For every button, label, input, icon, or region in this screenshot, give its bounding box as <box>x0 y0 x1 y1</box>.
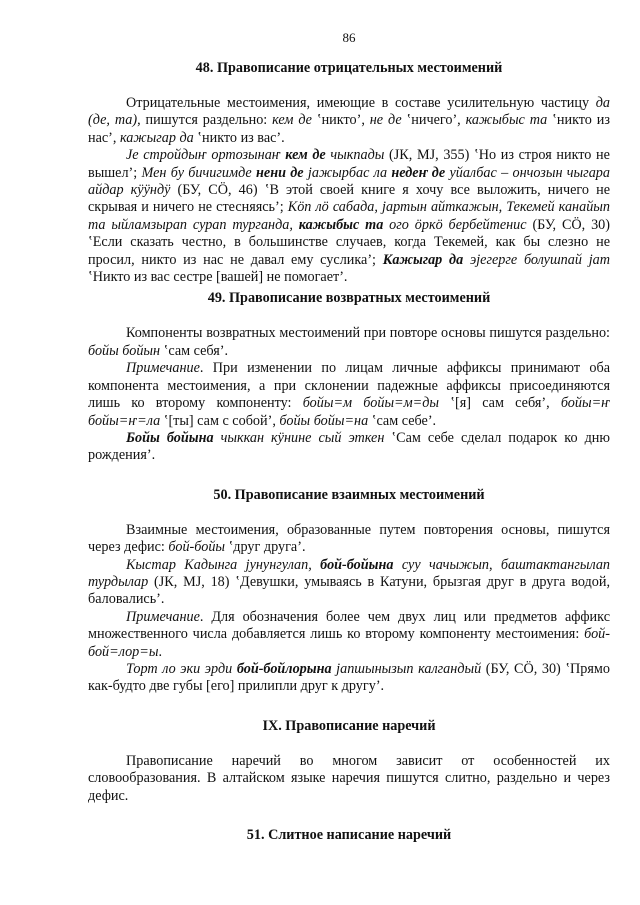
section-50-example-2: Торт ло эки эрди бой-бойлорына јапшынызып калгандый (БУ, СӦ, 30) ʽПрямо как-будто две губы [его] прилипли друг к другу’. <box>88 660 610 695</box>
section-50-note: Примечание. Для обозначения более чем двух лиц или предметов аффикс множественного числа добавляется лишь ко второму компоненту местоимения: бой-бой=лор=ы. <box>88 608 610 660</box>
page-number: 86 <box>342 30 356 45</box>
section-49-example: Бойы бойына чыккан кӱнине сый эткен ʽСам себе сделал подарок ко дню рождения’. <box>88 429 610 464</box>
section-48-title: 48. Правописание отрицательных местоимений <box>195 60 503 76</box>
section-48-paragraph-1: Отрицательные местоимения, имеющие в составе усилительную частицу да (де, та), пишутся раздельно: кем де ʽникто’, не де ʽничего’, кажыбыс та ʽникто из нас’, кажыгар да ʽникто из вас’. <box>88 95 610 146</box>
chapter-9-paragraph: Правописание наречий во многом зависит от особенностей их словообразования. В алтайском языке наречия пишутся слитно, раздельно и через дефис. <box>88 752 610 804</box>
section-51-title: 51. Слитное написание наречий <box>246 827 452 843</box>
section-49-paragraph-1: Компоненты возвратных местоимений при повторе основы пишутся раздельно: бойы бойын ʽсам себя’. <box>88 325 610 359</box>
section-48-paragraph-2: Је стройдыҥ ортозынаҥ кем де чыкпады (ЈК, МЈ, 355) ʽНо из строя никто не вышел’; Мен бу бичигимде нени де јажырбас ла недеҥ де уйалбас – ончозын чыгара айдар кӱӱндӱ (БУ, СӦ, 46) ʽВ этой своей книге я хочу все выложить, ничего не скрывая и ничего не стесняясь’; Кӧп лӧ сабада, јартын айткажын, Текемей канайып та ыйламзырап сурап турганда, кажыбыс та ого ӧркӧ бербейтенис (БУ, СӦ, 30) ʽЕсли сказать честно, в большинстве случаев, когда Текемей, как бы слезно не просил, никто из нас не давал ему суслика’; Кажыгар да эјегерге болушпай јат ʽНикто из вас сестре [вашей] не помогает’. <box>88 147 610 286</box>
document-page <box>88 30 610 844</box>
section-50-example-1: Кыстар Кадынга јунунгулап, бой-бойына суу чачыжып, баштактангылап турдылар (ЈК, МЈ, 18) ʽДевушки, умываясь в Катуни, брызгая друг в друга водой, баловались’. <box>88 556 611 608</box>
section-49-title: 49. Правописание возвратных местоимений <box>207 290 491 307</box>
section-49-note: Примечание. При изменении по лицам личные аффиксы принимают оба компонента местоимения, а при склонении падежные аффиксы присоединяются лишь ко второму компоненту: бойы=м бойы=м=ды ʽ[я] сам себя’, бойы=ҥ бойы=ҥ=ла ʽ[ты] сам с собой’, бойы бойы=на ʽсам себе’. <box>88 360 611 429</box>
section-50-title: 50. Правописание взаимных местоимений <box>213 486 485 503</box>
section-50-paragraph-1: Взаимные местоимения, образованные путем повторения основы, пишутся через дефис: бой-бойы ʽдруг друга’. <box>88 521 610 556</box>
chapter-9-title: IX. Правописание наречий <box>262 717 436 734</box>
